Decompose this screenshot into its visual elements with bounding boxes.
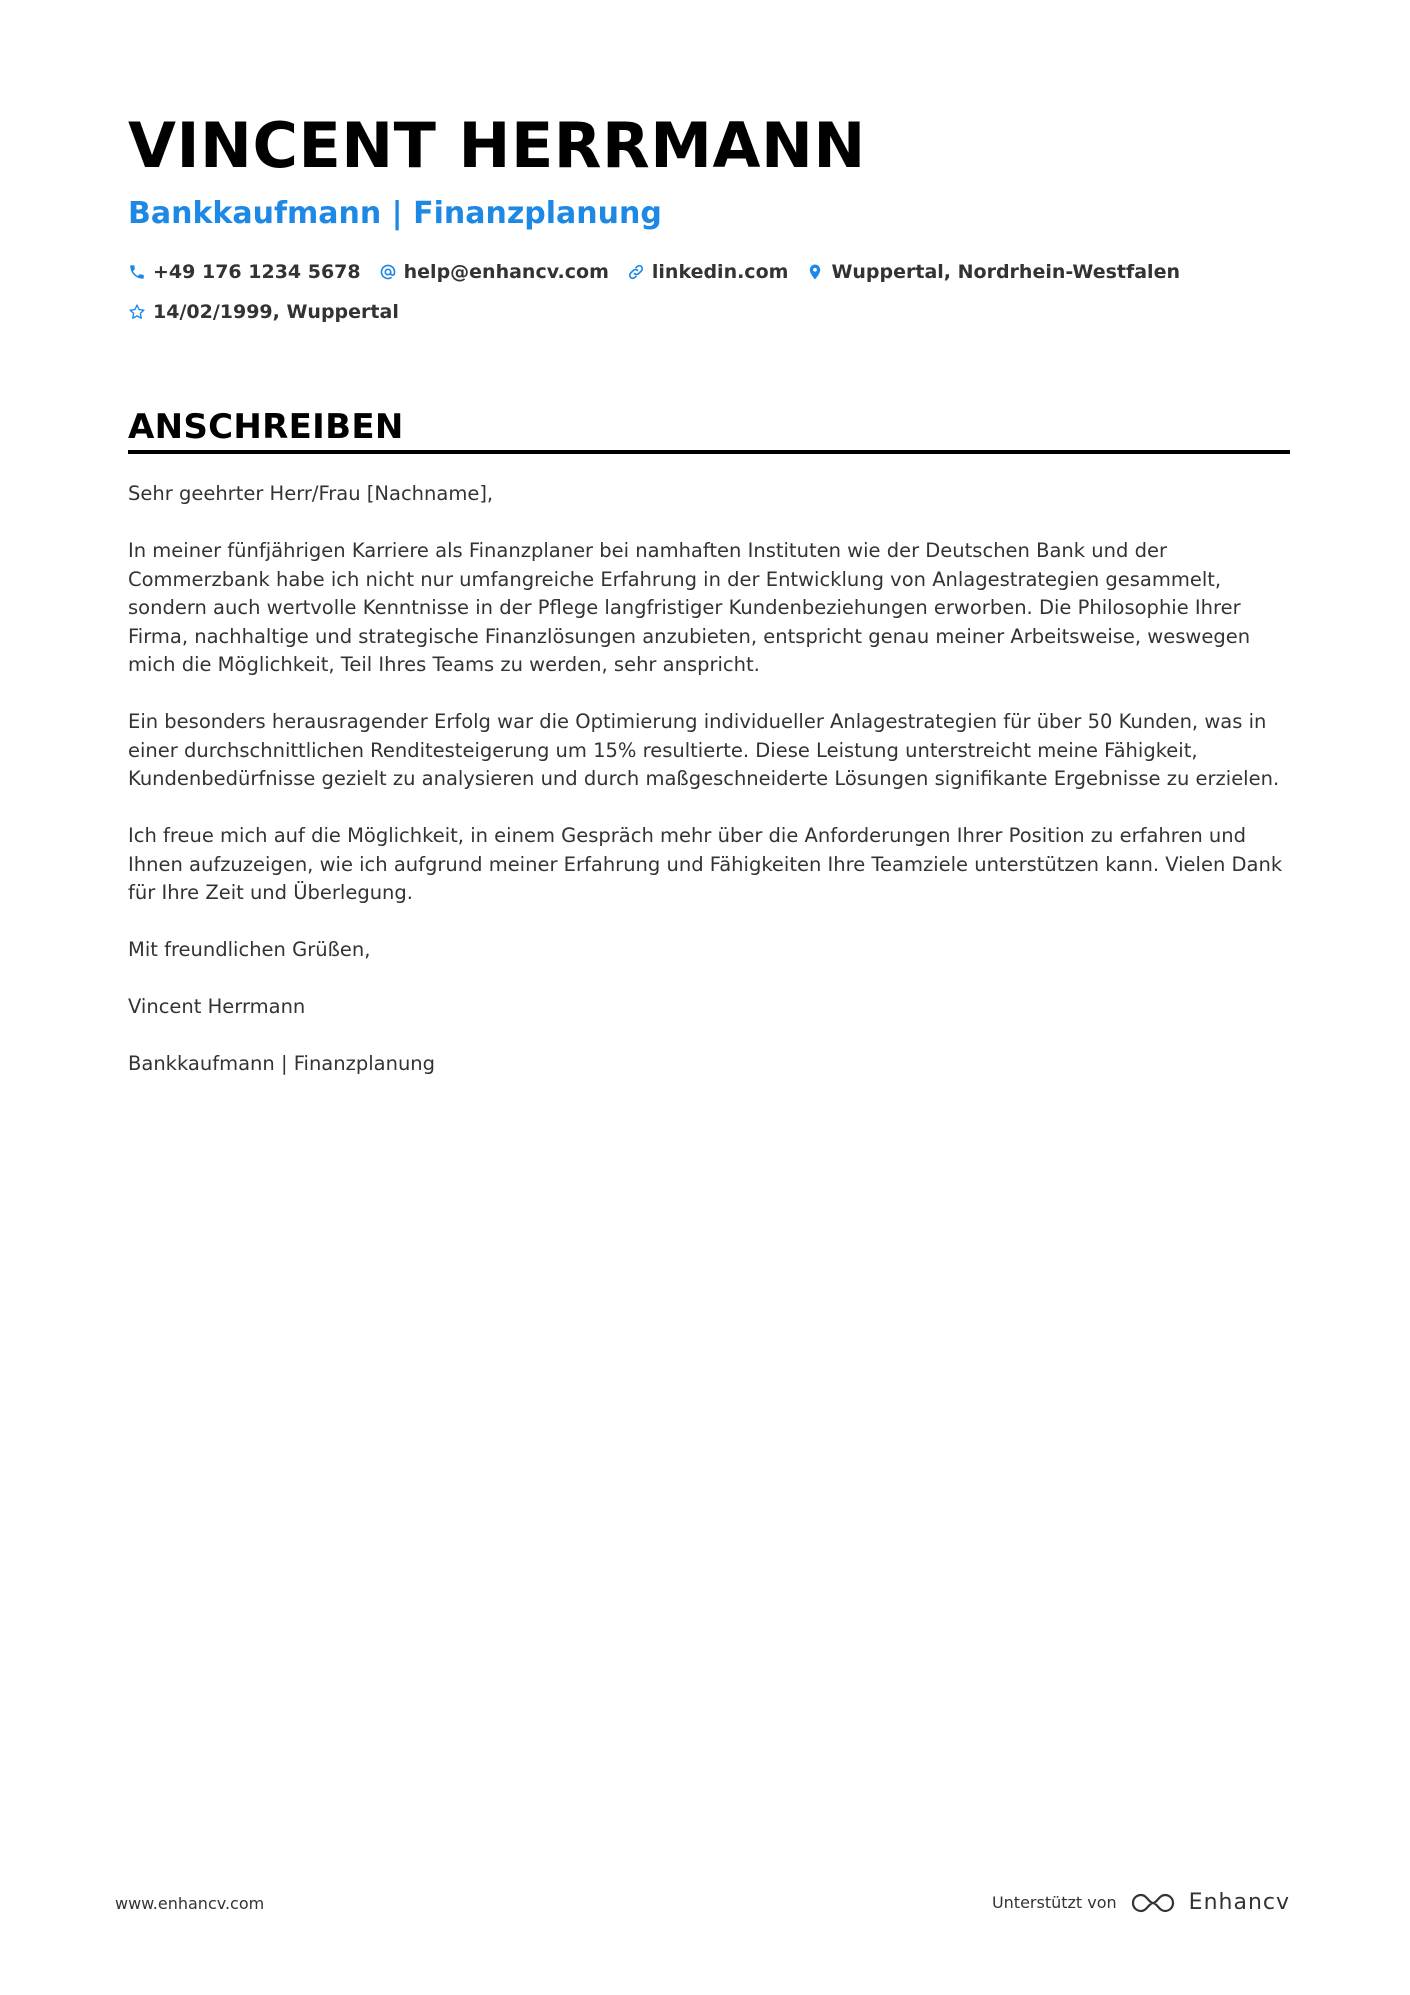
letter-paragraph: In meiner fünfjährigen Karriere als Finanzplaner bei namhaften Instituten wie der Deutschen Bank und der Commerzbank habe ich nicht nur umfangreiche Erfahrung in der Entwicklung von Anlagestrategien gesammelt, sondern auch wertvolle Kenntnisse in der Pflege langfristiger Kundenbeziehungen erworben. Die Philosophie Ihrer Firma, nachhaltige und strategische Finanzlösungen anzubieten, entspricht genau meiner Arbeitsweise, weswegen mich die Möglichkeit, Teil Ihres Teams zu werden, sehr anspricht. bbox=[128, 539, 1251, 676]
contact-email-text[interactable]: help@enhancv.com bbox=[403, 261, 609, 283]
section-divider bbox=[128, 450, 1290, 454]
phone-icon bbox=[128, 263, 146, 281]
applicant-name: VINCENT HERRMANN bbox=[128, 109, 866, 182]
section-title: ANSCHREIBEN bbox=[128, 407, 404, 447]
enhancv-logo-icon bbox=[1129, 1890, 1177, 1916]
letter-signature-name: Vincent Herrmann bbox=[128, 995, 306, 1018]
star-icon bbox=[128, 303, 146, 321]
powered-by-label: Unterstützt von bbox=[991, 1893, 1117, 1912]
contact-phone-text: +49 176 1234 5678 bbox=[153, 261, 361, 283]
header bbox=[128, 108, 1288, 326]
applicant-title: Bankkaufmann | Finanzplanung bbox=[128, 196, 662, 231]
brand-name: Enhancv bbox=[1188, 1890, 1290, 1915]
cover-letter-section bbox=[128, 404, 1290, 1107]
contact-linkedin-text[interactable]: linkedin.com bbox=[651, 261, 789, 283]
letter-paragraph: Ich freue mich auf die Möglichkeit, in einem Gespräch mehr über die Anforderungen Ihrer Position zu erfahren und Ihnen aufzuzeigen, wie ich aufgrund meiner Erfahrung und Fähigkeiten Ihre Teamziele unterstützen kann. Vielen Dank für Ihre Zeit und Überlegung. bbox=[128, 824, 1283, 904]
location-pin-icon bbox=[806, 263, 824, 281]
contact-phone bbox=[128, 258, 361, 286]
contact-birth-text: 14/02/1999, Wuppertal bbox=[153, 301, 399, 323]
contact-email[interactable] bbox=[379, 258, 609, 286]
contact-list bbox=[128, 258, 1248, 326]
contact-linkedin[interactable] bbox=[627, 258, 789, 286]
footer-branding bbox=[992, 1880, 1290, 1926]
letter-signature-title: Bankkaufmann | Finanzplanung bbox=[128, 1052, 436, 1075]
letter-salutation: Sehr geehrter Herr/Frau [Nachname], bbox=[128, 482, 494, 505]
link-icon bbox=[627, 263, 645, 281]
letter-closing: Mit freundlichen Grüßen, bbox=[128, 938, 371, 961]
letter-paragraph: Ein besonders herausragender Erfolg war die Optimierung individueller Anlagestrategien für über 50 Kunden, was in einer durchschnittlichen Renditesteigerung um 15% resultierte. Diese Leistung unterstreicht meine Fähigkeit, Kundenbedürfnisse gezielt zu analysieren und durch maßgeschneiderte Lösungen signifikante Ergebnisse zu erzielen. bbox=[128, 710, 1280, 790]
contact-location-text: Wuppertal, Nordrhein-Westfalen bbox=[831, 261, 1180, 283]
contact-birth bbox=[128, 298, 399, 326]
letter-body bbox=[128, 480, 1290, 1079]
contact-location bbox=[806, 258, 1180, 286]
at-icon bbox=[379, 263, 397, 281]
footer-website[interactable]: www.enhancv.com bbox=[115, 1894, 265, 1913]
